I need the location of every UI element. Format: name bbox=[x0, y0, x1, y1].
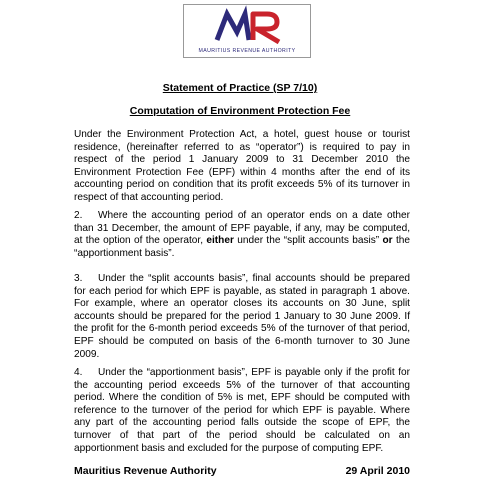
mra-logo bbox=[183, 4, 311, 58]
paragraph-1: Under the Environment Protection Act, a hotel, guest house or tourist residence, (hereinafter referred to as “operator”) is required to pay in respect of the period 1 January 2009 to 31 December 2010 the Environment Protection Fee (EPF) within 4 months after the end of its accounting period on condition that its profit exceeds 5% of its turnover in respect of that accounting period. bbox=[74, 129, 410, 203]
document-subtitle: Computation of Environment Protection Fee bbox=[129, 105, 351, 117]
paragraph-2 bbox=[74, 210, 410, 260]
paragraph-3-number: 3. bbox=[74, 273, 83, 284]
paragraph-2-bold-either: either bbox=[206, 235, 234, 247]
paragraph-3-text: Under the “split accounts basis”, final accounts should be prepared for each period for which EPF is payable, as stated in paragraph 1 above. For example, where an operator closes its accounts on 30 June, split accounts should be prepared for the period 1 January to 30 June 2009. If the profit for the 6-month period exceeds 5% of the turnover of that period, EPF should be computed on basis of the 6-month turnover to 30 June 2009. bbox=[74, 273, 410, 360]
paragraph-2-text-a: Where the accounting period of an operator ends on a date other than 31 December, the amount of EPF payable, if any, may be computed, at the option of the operator, bbox=[74, 210, 410, 247]
paragraph-2-text-c: the “apportionment basis”. bbox=[74, 235, 410, 259]
document-footer bbox=[74, 465, 410, 478]
paragraph-2-bold-or: or bbox=[382, 235, 393, 247]
paragraph-2-number: 2. bbox=[74, 210, 83, 221]
paragraph-3 bbox=[74, 273, 410, 361]
paragraph-2-text-b: under the “split accounts basis” bbox=[233, 235, 383, 247]
footer-authority: Mauritius Revenue Authority bbox=[74, 465, 217, 477]
logo-tagline: MAURITIUS REVENUE AUTHORITY bbox=[198, 48, 296, 54]
footer-date: 29 April 2010 bbox=[345, 465, 410, 477]
paragraph-4 bbox=[74, 367, 410, 455]
document-title: Statement of Practice (SP 7/10) bbox=[162, 82, 318, 94]
paragraph-4-text: Under the “apportionment basis”, EPF is payable only if the profit for the accounting period exceeds 5% of the turnover of that accounting period. Where the condition of 5% is met, EPF should be computed with reference to the turnover of the period for which EPF is payable. Where any part of the accounting period falls outside the scope of EPF, the turnover of that part of the period should be calculated on an apportionment basis and excluded for the purpose of computing EPF. bbox=[74, 367, 410, 454]
paragraph-4-number: 4. bbox=[74, 367, 83, 378]
mra-logo-graphic bbox=[183, 4, 311, 58]
